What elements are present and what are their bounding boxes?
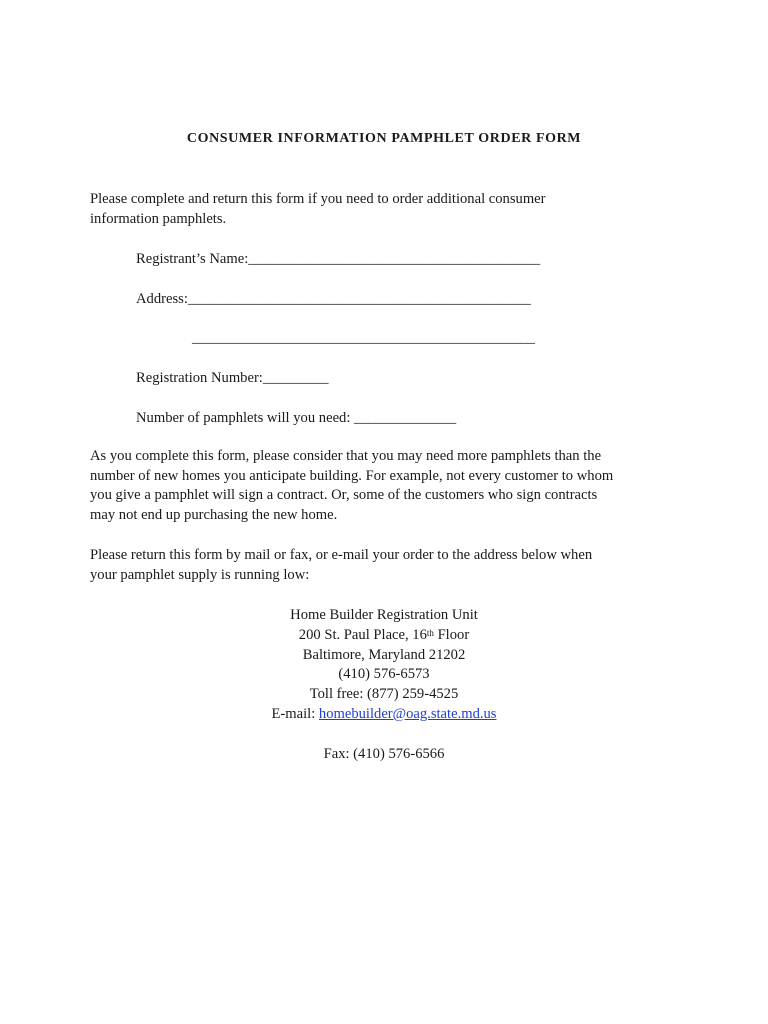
street-prefix: 200 St. Paul Place, 16 (298, 626, 427, 643)
email-label: E-mail: (271, 705, 319, 722)
contact-fax: Fax: (410) 576-6566 (323, 746, 445, 762)
contact-block (0, 606, 768, 725)
registrant-name-field: Registrant’s Name:________________________________________ (136, 251, 541, 267)
fax-line (0, 745, 768, 765)
contact-city: Baltimore, Maryland 21202 (302, 646, 466, 663)
pamphlet-count-field: Number of pamphlets will you need: ______________ (136, 410, 457, 426)
intro-paragraph: Please complete and return this form if you need to order additional consumer information pamphlets. (90, 191, 546, 227)
contact-toll-free: Toll free: (877) 259-4525 (309, 686, 459, 703)
address-field: Address:_______________________________________________ (136, 291, 531, 307)
email-link[interactable]: homebuilder@oag.state.md.us (318, 705, 497, 722)
street-suffix: Floor (433, 626, 470, 643)
form-title: CONSUMER INFORMATION PAMPHLET ORDER FORM (186, 131, 582, 146)
contact-street (0, 626, 768, 646)
contact-phone: (410) 576-6573 (338, 666, 430, 683)
return-paragraph: Please return this form by mail or fax, or e-mail your order to the address below when your pamphlet supply is running low: (90, 547, 593, 583)
address-line2-field: _______________________________________________ (192, 330, 535, 346)
contact-unit: Home Builder Registration Unit (290, 607, 478, 623)
registration-number-field: Registration Number:_________ (136, 370, 329, 386)
contact-email-line (0, 705, 768, 725)
street-ordinal: th (426, 627, 434, 638)
consider-paragraph: As you complete this form, please consider that you may need more pamphlets than the number of new homes you anticipate building. For example, not every customer to whom you give a pamphlet will sign a contract. Or, some of the customers who sign contracts may not end up purchasing the new home. (90, 448, 614, 524)
